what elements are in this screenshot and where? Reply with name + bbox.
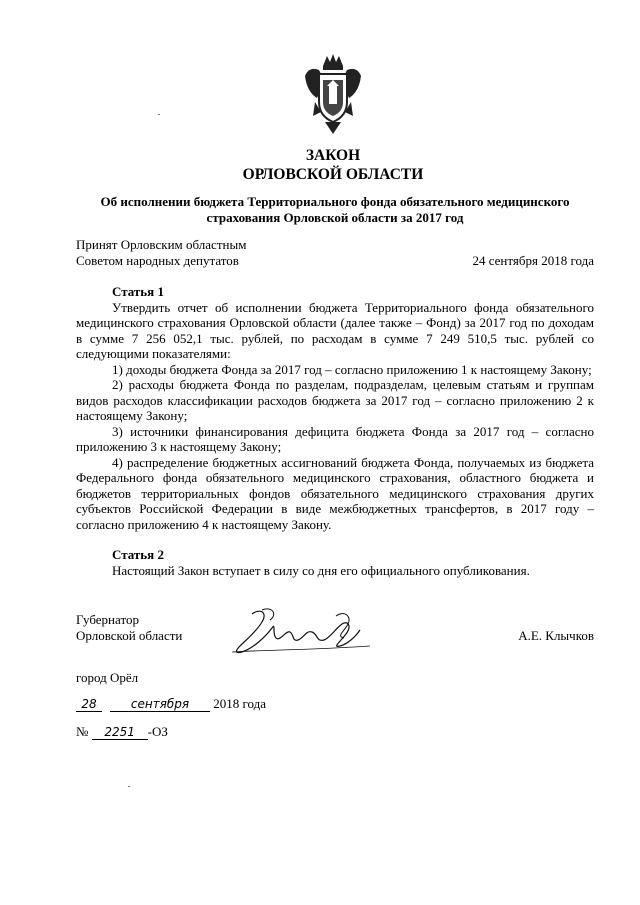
article-1-item-2: 2) расходы бюджета Фонда по разделам, подразделам, целевым статьям и группам видов расходов классификации расходов бюджета за 2017 год – согласно приложению 2 к настоящему Закону;	[76, 377, 594, 423]
law-title	[0, 146, 640, 184]
signing-month: сентября	[110, 698, 210, 712]
article-2-heading: Статья 2	[112, 547, 164, 562]
signatory-name: А.Е. Клычков	[518, 628, 594, 643]
law-number-value: 2251	[92, 726, 148, 740]
scan-speck	[128, 786, 130, 787]
article-1-intro: Утвердить отчет об исполнении бюджета Территориального фонда обязательного медицинского страхования Орловской области (далее также – Фонд) за 2017 год по доходам в сумме 7 256 052,1 тыс. рублей, по расходам в сумме 7 249 510,5 тыс. рублей со следующими показателями:	[76, 299, 594, 361]
handwritten-signature	[232, 606, 372, 656]
signatory-role-line1: Губернатор	[76, 612, 139, 627]
scan-speck	[158, 114, 160, 115]
adoption-line1: Принят Орловским областным	[76, 237, 247, 252]
article-1-item-1: 1) доходы бюджета Фонда за 2017 год – согласно приложению 1 к настоящему Закону;	[112, 361, 592, 377]
law-number-prefix: №	[76, 724, 89, 739]
signing-date	[76, 696, 266, 712]
law-subject: Об исполнении бюджета Территориального фонда обязательного медицинского страхования Орловской области за 2017 год	[100, 194, 570, 225]
article-1-heading: Статья 1	[112, 284, 164, 299]
law-number-suffix: -ОЗ	[147, 724, 168, 739]
adoption-line2: Советом народных депутатов	[76, 252, 239, 268]
law-title-line1: ЗАКОН	[305, 147, 361, 164]
law-title-line2: ОРЛОВСКОЙ ОБЛАСТИ	[242, 166, 424, 183]
article-1	[76, 284, 594, 532]
article-2-text: Настоящий Закон вступает в силу со дня его официального опубликования.	[112, 562, 530, 578]
article-1-item-4: 4) распределение бюджетных ассигнований бюджета Фонда, получаемых из бюджета Федерального фонда обязательного медицинского страхования, областного бюджета и бюджетов территориальных фондов обязательного медицинского страхования других субъектов Российской Федерации в виде межбюджетных трансфертов, в 2017 году – согласно приложению 4 к настоящему Закону.	[76, 454, 594, 532]
article-1-item-3: 3) источники финансирования дефицита бюджета Фонда за 2017 год – согласно приложению 3 к настоящему Закону;	[76, 423, 594, 454]
orel-region-coat-of-arms-icon	[301, 52, 365, 136]
adoption-block	[76, 237, 336, 268]
signing-year: 2018 года	[213, 696, 267, 711]
article-2	[76, 547, 594, 578]
adoption-date: 24 сентября 2018 года	[472, 253, 594, 268]
signatory-role-line2: Орловской области	[76, 627, 183, 643]
signing-city: город Орёл	[76, 670, 139, 685]
signing-day: 28	[76, 698, 102, 712]
law-number	[76, 724, 168, 740]
